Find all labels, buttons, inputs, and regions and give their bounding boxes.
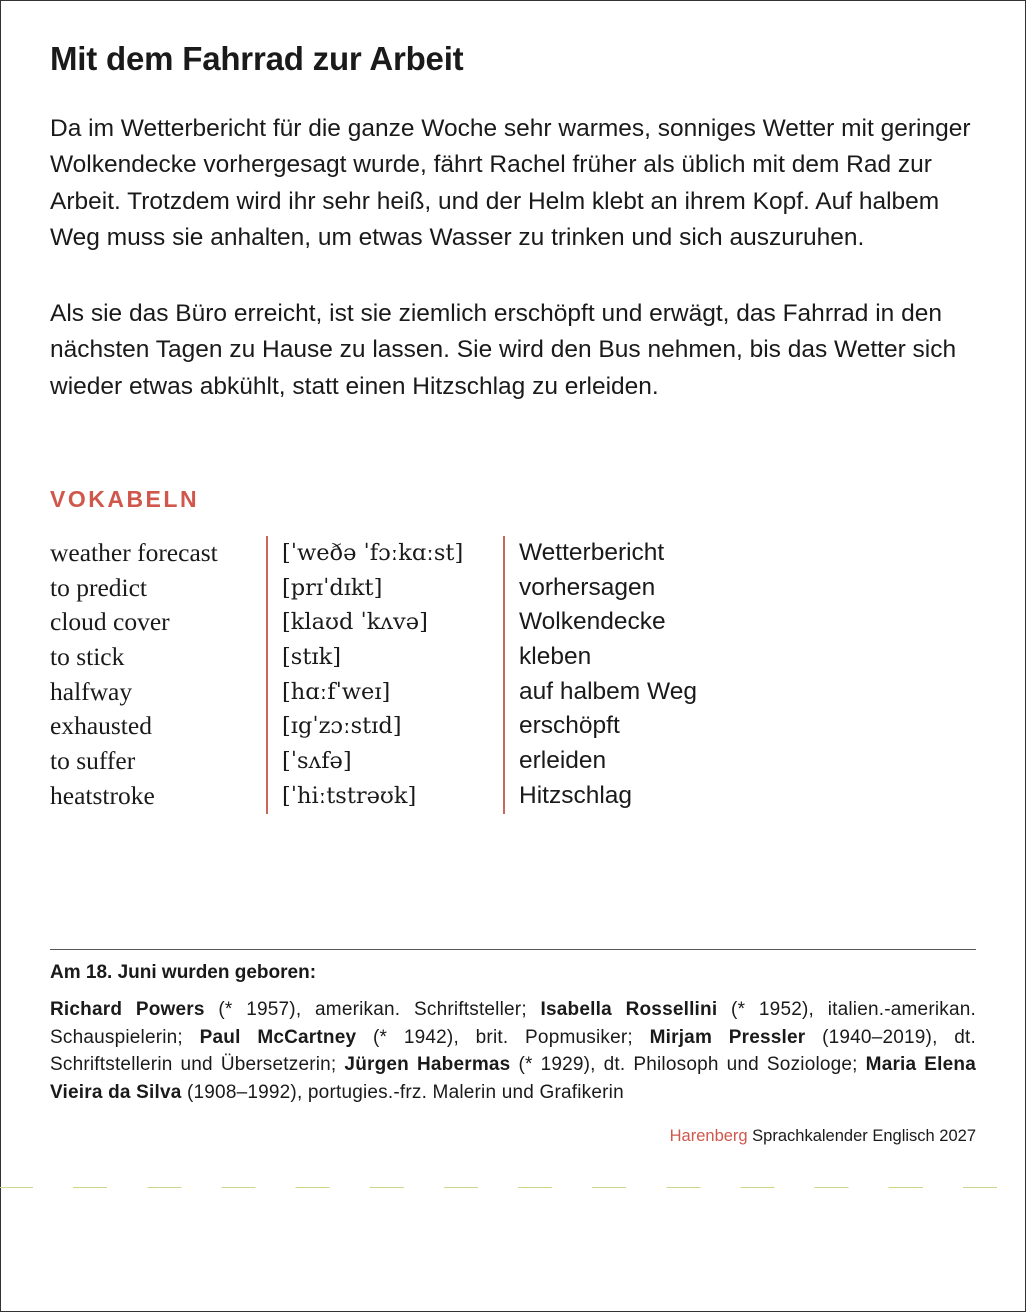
vocab-translation: kleben	[519, 643, 592, 671]
person-info: (* 1942), brit. Popmusiker;	[356, 1026, 650, 1048]
vocab-pronunciation: [hɑːfˈweɪ]	[282, 678, 391, 705]
vocab-pronunciation: [stɪk]	[282, 644, 341, 671]
vocab-translation: vorhersagen	[519, 573, 656, 601]
person-name: Mirjam Pressler	[649, 1026, 806, 1048]
person-info: (* 1957), amerikan. Schriftsteller;	[204, 999, 541, 1020]
page-title: Mit dem Fahrrad zur Arbeit	[50, 40, 464, 77]
person-name: Jürgen Habermas	[344, 1054, 511, 1075]
vocab-ipa-column	[266, 536, 463, 814]
story-paragraph-2: Als sie das Büro erreicht, ist sie ziemlich erschöpft und erwägt, das Fahrrad in den nächsten Tagen zu Hause zu lassen. Sie wird den Bus nehmen, bis das Wetter sich wieder etwas abkühlt, statt einen Hitzschlag zu erleiden.	[50, 300, 957, 400]
vocab-term: to stick	[50, 642, 125, 672]
vocab-pronunciation: [ˈweðə ˈfɔːkɑːst]	[282, 540, 464, 566]
person-info: (1908–1992), portugies.-frz. Malerin und Grafikerin	[181, 1081, 624, 1103]
birthdays-text	[50, 996, 976, 1106]
vocab-translation: Hitzschlag	[519, 781, 633, 809]
vocab-term: heatstroke	[50, 780, 155, 810]
person-name: Isabella Rossellini	[540, 999, 718, 1020]
story-paragraph-1: Da im Wetterbericht für die ganze Woche sehr warmes, sonniges Wetter mit geringer Wolkendecke vorhergesagt wurde, fährt Rachel früher als üblich mit dem Rad zur Arbeit. Trotzdem wird ihr sehr heiß, und der Helm klebt an ihrem Kopf. Auf halbem Weg muss sie anhalten, um etwas Wasser zu trinken und sich auszuruhen.	[50, 115, 971, 251]
vocab-heading: VOKABELN	[50, 486, 200, 512]
brand-name: Harenberg	[669, 1127, 748, 1145]
vocab-pronunciation: [ɪgˈzɔːstɪd]	[282, 713, 402, 740]
divider	[50, 949, 976, 950]
vocab-german-column	[503, 536, 697, 814]
person-name: Paul McCartney	[199, 1026, 357, 1048]
vocab-pronunciation: [klaʊd ˈkʌvə]	[282, 609, 428, 636]
person-name: Maria Elena Vieira da Silva	[50, 1054, 976, 1103]
cut-line	[0, 1187, 1026, 1188]
person-info: (1940–2019), dt. Schriftstellerin und Übersetzerin;	[50, 1026, 976, 1075]
vocab-term: to predict	[50, 572, 148, 602]
vocab-pronunciation: [ˈhiːtstrəʊk]	[282, 782, 417, 809]
vocab-translation: Wolkendecke	[519, 608, 666, 636]
person-info: (* 1929), dt. Philosoph und Soziologe;	[510, 1054, 866, 1075]
vocab-translation: auf halbem Weg	[519, 677, 697, 705]
birthdays-heading: Am 18. Juni wurden geboren:	[50, 962, 317, 983]
vocab-translation: erleiden	[519, 747, 607, 775]
person-name: Richard Powers	[50, 999, 205, 1020]
vocab-pronunciation: [ˈsʌfə]	[282, 748, 352, 775]
vocab-term: to suffer	[50, 746, 136, 776]
vocab-term: exhausted	[50, 711, 152, 741]
vocab-translation: Wetterbericht	[519, 539, 665, 566]
vocab-term: cloud cover	[50, 607, 170, 637]
vocab-term: weather forecast	[50, 538, 218, 567]
vocab-translation: erschöpft	[519, 712, 620, 740]
publisher-credit	[670, 1127, 976, 1146]
vocab-pronunciation: [prɪˈdɪkt]	[282, 574, 383, 601]
vocab-term: halfway	[50, 676, 133, 706]
product-name: Sprachkalender Englisch 2027	[747, 1127, 976, 1145]
vocab-english-column	[50, 536, 218, 814]
person-info: (* 1952), italien.-amerikan. Schauspielerin;	[50, 999, 976, 1048]
